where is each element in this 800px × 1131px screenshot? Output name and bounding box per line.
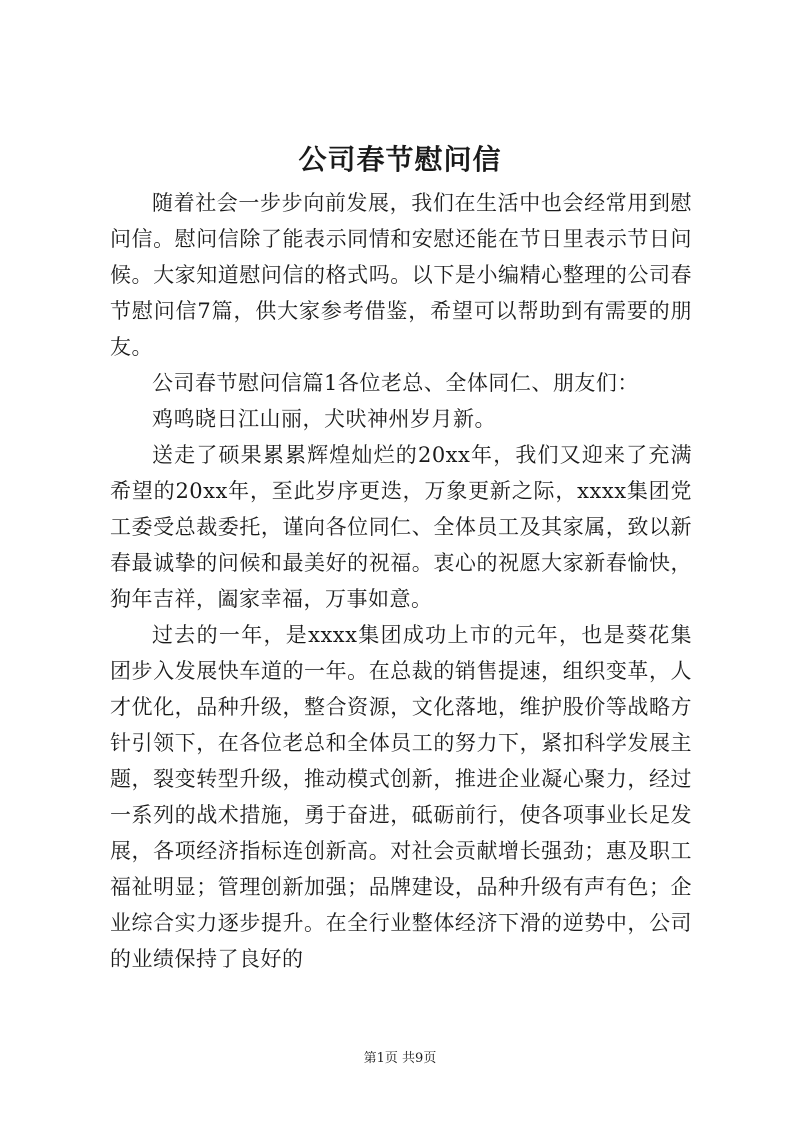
paragraph-couplet: 鸡鸣晓日江山丽，犬吠神州岁月新。 xyxy=(152,407,496,431)
paragraph-salutation: 公司春节慰问信篇1各位老总、全体同仁、朋友们： xyxy=(152,371,639,395)
paragraph-intro: 随着社会一步步向前发展，我们在生活中也会经常用到慰问信。慰问信除了能表示同情和安慰还能在节日里表示节日问候。大家知道慰问信的格式吗。以下是小编精心整理的公司春节慰问信7篇，供大家参考借鉴，希望可以帮助到有需要的朋友。 xyxy=(110,191,692,359)
paragraph-review: 过去的一年，是xxxx集团成功上市的元年，也是葵花集团步入发展快车道的一年。在总裁的销售提速，组织变革，人才优化，品种升级，整合资源，文化落地，维护股价等战略方针引领下，在各位老总和全体员工的努力下，紧扣科学发展主题，裂变转型升级，推动模式创新，推进企业凝心聚力，经过一系列的战术措施，勇于奋进，砥砺前行，使各项事业长足发展，各项经济指标连创新高。对社会贡献增长强劲；惠及职工福祉明显；管理创新加强；品牌建设，品种升级有声有色；企业综合实力逐步提升。在全行业整体经济下滑的逆势中，公司的业绩保持了良好的 xyxy=(110,623,692,971)
paragraph-greeting: 送走了硕果累累辉煌灿烂的20xx年，我们又迎来了充满希望的20xx年，至此岁序更迭，万象更新之际，xxxx集团党工委受总裁委托，谨向各位同仁、全体员工及其家属，致以新春最诚挚的问候和最美好的祝福。衷心的祝愿大家新春愉快，狗年吉祥，阖家幸福，万事如意。 xyxy=(110,443,692,611)
document-body xyxy=(110,185,692,977)
page-number-footer: 第1页 共9页 xyxy=(363,1051,437,1066)
document-title: 公司春节慰问信 xyxy=(298,143,502,176)
